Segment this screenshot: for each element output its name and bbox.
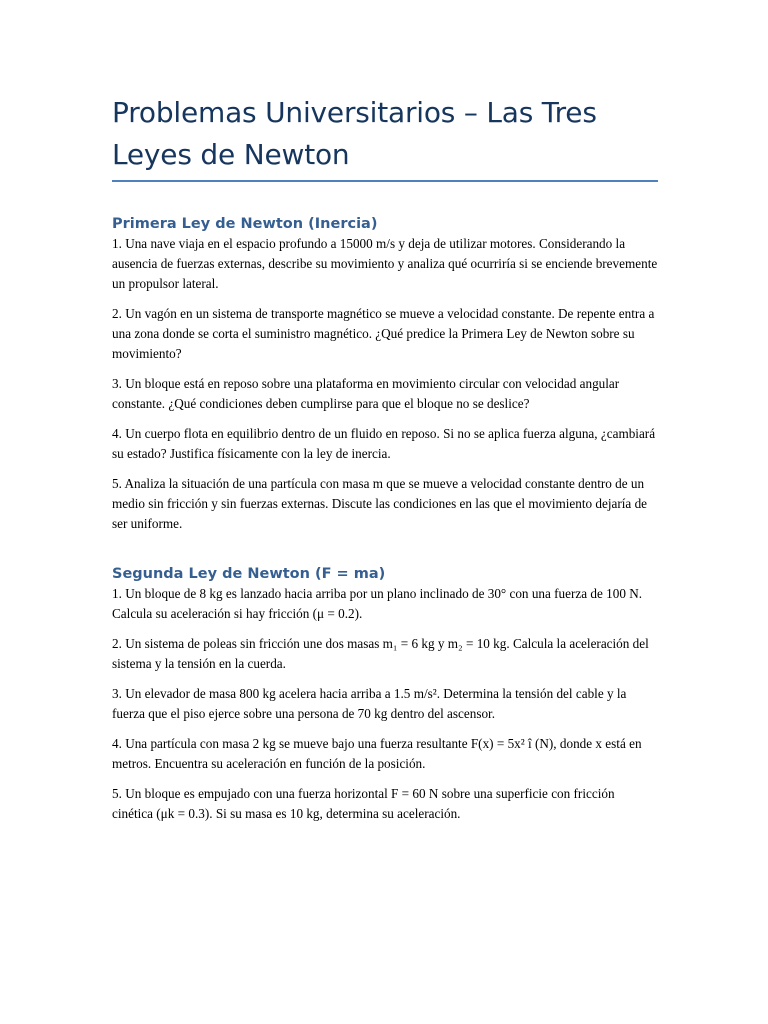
problem-item: 3. Un bloque está en reposo sobre una plataforma en movimiento circular con velocidad angular constante. ¿Qué condiciones deben cumplirse para que el bloque no se deslice? xyxy=(112,376,620,411)
problem-item: 2. Un sistema de poleas sin fricción une dos masas m₁ = 6 kg y m₂ = 10 kg. Calcula la aceleración del sistema y la tensión en la cuerda. xyxy=(112,636,649,671)
problem-item: 1. Una nave viaja en el espacio profundo a 15000 m/s y deja de utilizar motores. Considerando la ausencia de fuerzas externas, describe su movimiento y analiza qué ocurriría si se enciende brevemente un propulsor lateral. xyxy=(112,236,658,291)
title-divider xyxy=(112,180,658,182)
section-heading: Segunda Ley de Newton (F = ma) xyxy=(112,566,386,582)
problem-item: 5. Un bloque es empujado con una fuerza horizontal F = 60 N sobre una superficie con fricción cinética (μk = 0.3). Si su masa es 10 kg, determina su aceleración. xyxy=(112,786,615,821)
problem-item: 4. Una partícula con masa 2 kg se mueve bajo una fuerza resultante F(x) = 5x² î (N), donde x está en metros. Encuentra su aceleración en función de la posición. xyxy=(112,736,642,771)
section-heading: Primera Ley de Newton (Inercia) xyxy=(112,216,378,232)
document-title: Problemas Universitarios – Las Tres Leyes de Newton xyxy=(112,96,597,171)
problem-item: 4. Un cuerpo flota en equilibrio dentro de un fluido en reposo. Si no se aplica fuerza alguna, ¿cambiará su estado? Justifica físicamente con la ley de inercia. xyxy=(112,426,656,461)
problem-item: 3. Un elevador de masa 800 kg acelera hacia arriba a 1.5 m/s². Determina la tensión del cable y la fuerza que el piso ejerce sobre una persona de 70 kg dentro del ascensor. xyxy=(112,686,627,721)
section-first-law xyxy=(112,214,658,534)
problem-item: 1. Un bloque de 8 kg es lanzado hacia arriba por un plano inclinado de 30° con una fuerza de 100 N. Calcula su aceleración si hay fricción (μ = 0.2). xyxy=(112,586,643,621)
problem-item: 2. Un vagón en un sistema de transporte magnético se mueve a velocidad constante. De repente entra a una zona donde se corta el suministro magnético. ¿Qué predice la Primera Ley de Newton sobre su movimiento? xyxy=(112,306,655,361)
section-second-law xyxy=(112,564,658,824)
problem-item: 5. Analiza la situación de una partícula con masa m que se mueve a velocidad constante dentro de un medio sin fricción y sin fuerzas externas. Discute las condiciones en las que el movimiento dejaría de ser uniforme. xyxy=(112,476,648,531)
